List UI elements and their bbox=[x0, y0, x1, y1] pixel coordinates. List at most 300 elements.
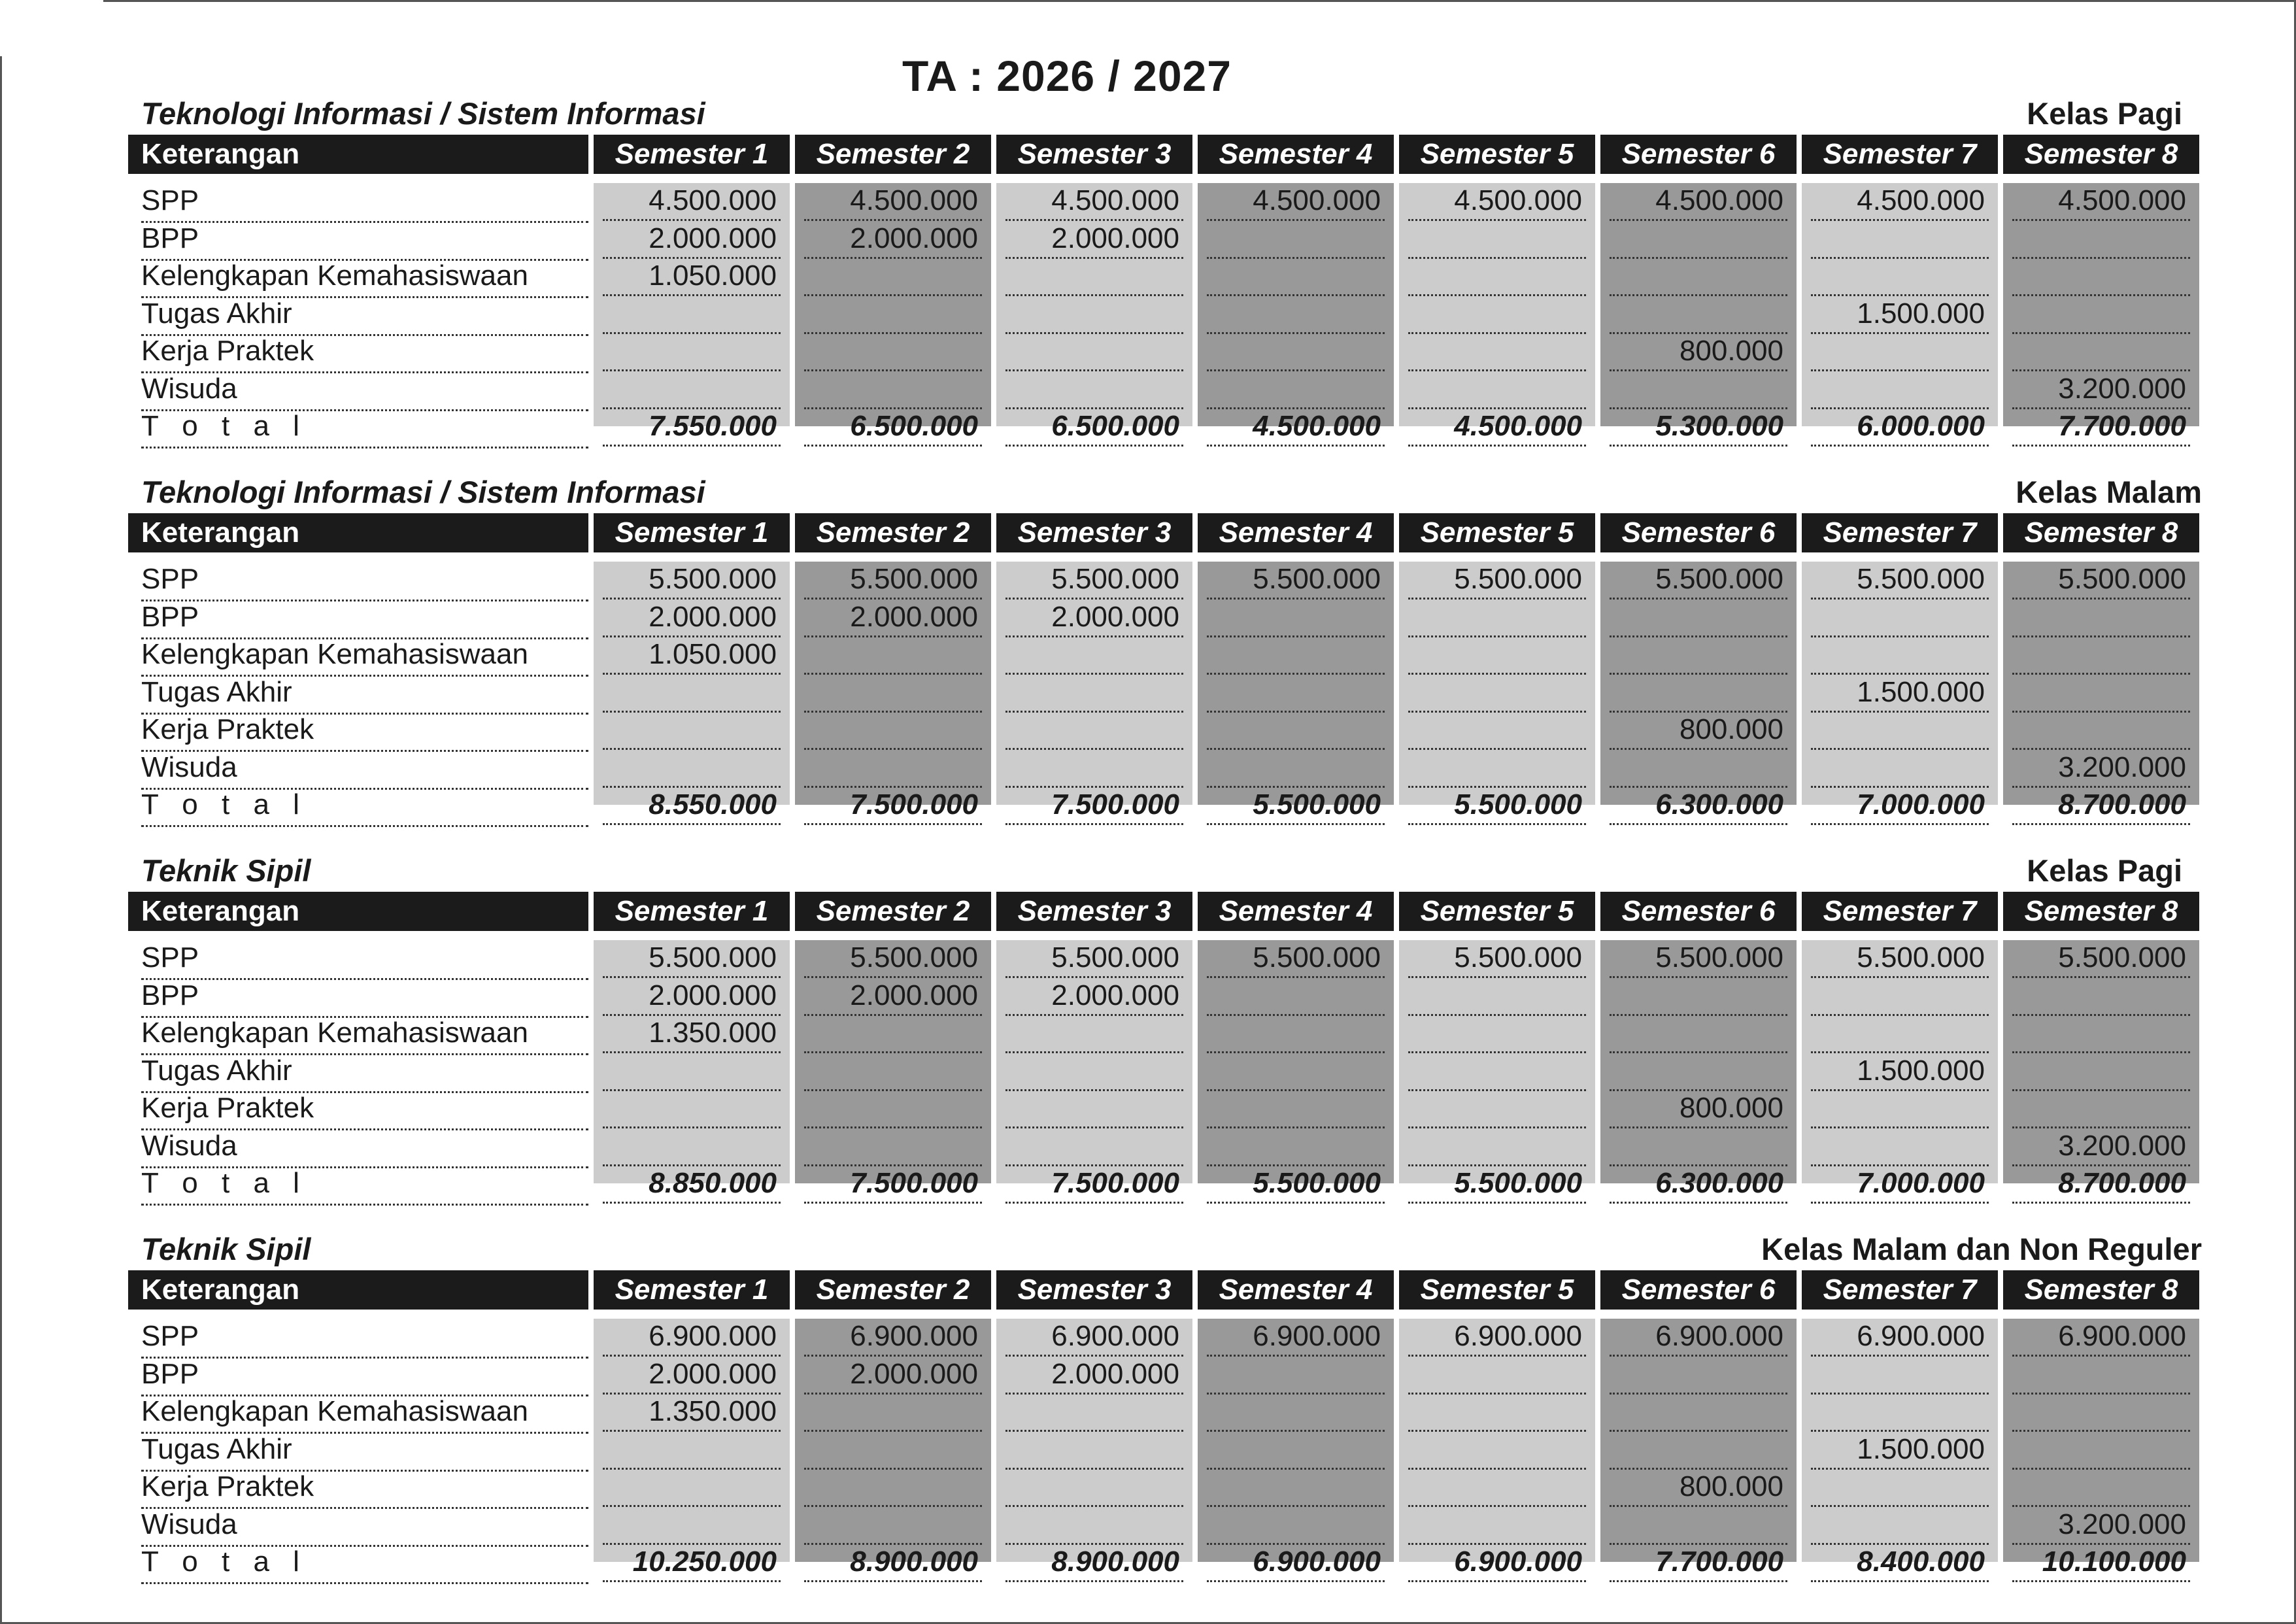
fee-cell bbox=[1408, 637, 1586, 675]
fee-cell bbox=[1408, 675, 1586, 713]
fee-cell bbox=[1811, 712, 1989, 750]
total-cell: 8.900.000 bbox=[1005, 1544, 1183, 1582]
header-semester: Semester 1 bbox=[594, 892, 790, 931]
fee-cell: 5.500.000 bbox=[1005, 940, 1183, 978]
fee-cell bbox=[1207, 675, 1385, 713]
row-label: Wisuda bbox=[141, 1128, 588, 1168]
fee-cell bbox=[1207, 1469, 1385, 1507]
row-label: Kerja Praktek bbox=[141, 1469, 588, 1509]
fee-cell: 1.500.000 bbox=[1811, 296, 1989, 334]
fee-cell: 2.000.000 bbox=[804, 600, 982, 637]
fee-cell bbox=[1811, 1469, 1989, 1507]
fee-cell bbox=[1408, 1053, 1586, 1091]
header-semester: Semester 6 bbox=[1600, 135, 1797, 174]
header-semester: Semester 1 bbox=[594, 135, 790, 174]
fee-cell bbox=[804, 258, 982, 296]
header-semester: Semester 6 bbox=[1600, 892, 1797, 931]
fee-cell bbox=[1408, 333, 1586, 371]
row-label: Kelengkapan Kemahasiswaan bbox=[141, 637, 588, 677]
fee-cell: 2.000.000 bbox=[603, 978, 781, 1016]
fee-cell: 2.000.000 bbox=[603, 600, 781, 637]
fee-cell bbox=[1207, 978, 1385, 1016]
fee-cell bbox=[1005, 1432, 1183, 1470]
fee-cell bbox=[1610, 600, 1787, 637]
total-cell: 10.250.000 bbox=[603, 1544, 781, 1582]
fee-cell: 5.500.000 bbox=[1610, 940, 1787, 978]
total-cell: 4.500.000 bbox=[1207, 409, 1385, 447]
total-cell: 7.000.000 bbox=[1811, 787, 1989, 825]
total-cell: 7.700.000 bbox=[1610, 1544, 1787, 1582]
fee-cell bbox=[2012, 1015, 2190, 1053]
header-semester: Semester 2 bbox=[795, 892, 991, 931]
fee-cell bbox=[2012, 978, 2190, 1016]
fee-cell bbox=[1207, 1091, 1385, 1128]
total-cell: 7.550.000 bbox=[603, 409, 781, 447]
page-title: TA : 2026 / 2027 bbox=[902, 52, 1232, 100]
fee-cell bbox=[1207, 333, 1385, 371]
total-cell: 8.700.000 bbox=[2012, 787, 2190, 825]
fee-cell: 6.900.000 bbox=[1207, 1319, 1385, 1357]
fee-cell bbox=[2012, 1432, 2190, 1470]
program-title: Teknologi Informasi / Sistem Informasi bbox=[141, 475, 705, 509]
fee-cell: 5.500.000 bbox=[603, 562, 781, 600]
header-keterangan: Keterangan bbox=[128, 892, 588, 931]
fee-cell bbox=[804, 333, 982, 371]
header-keterangan: Keterangan bbox=[128, 135, 588, 174]
header-semester: Semester 7 bbox=[1802, 513, 1998, 552]
fee-cell: 4.500.000 bbox=[1005, 183, 1183, 221]
total-cell: 6.900.000 bbox=[1207, 1544, 1385, 1582]
class-label: Kelas Malam dan Non Reguler bbox=[1761, 1232, 2202, 1266]
header-semester: Semester 3 bbox=[996, 513, 1192, 552]
fee-cell bbox=[1610, 221, 1787, 259]
fee-cell bbox=[1207, 1015, 1385, 1053]
row-label: Kerja Praktek bbox=[141, 1091, 588, 1130]
fee-cell bbox=[2012, 637, 2190, 675]
fee-cell bbox=[804, 1091, 982, 1128]
fee-cell bbox=[1610, 750, 1787, 788]
row-label: Tugas Akhir bbox=[141, 1053, 588, 1093]
fee-cell: 5.500.000 bbox=[2012, 562, 2190, 600]
fee-cell: 5.500.000 bbox=[1811, 940, 1989, 978]
header-semester: Semester 6 bbox=[1600, 513, 1797, 552]
fee-cell bbox=[1610, 1357, 1787, 1395]
fee-cell bbox=[2012, 258, 2190, 296]
header-semester: Semester 2 bbox=[795, 513, 991, 552]
row-label: Wisuda bbox=[141, 750, 588, 790]
fee-cell bbox=[1408, 1432, 1586, 1470]
fee-cell bbox=[1610, 296, 1787, 334]
fee-cell bbox=[1005, 1015, 1183, 1053]
row-label: BPP bbox=[141, 221, 588, 261]
fee-cell bbox=[1005, 750, 1183, 788]
fee-cell bbox=[1408, 750, 1586, 788]
fee-cell bbox=[603, 371, 781, 409]
row-label: Tugas Akhir bbox=[141, 1432, 588, 1472]
fee-cell: 3.200.000 bbox=[2012, 1128, 2190, 1166]
total-cell: 7.500.000 bbox=[804, 787, 982, 825]
fee-cell bbox=[1811, 1394, 1989, 1432]
header-semester: Semester 2 bbox=[795, 135, 991, 174]
fee-cell: 2.000.000 bbox=[1005, 600, 1183, 637]
fee-cell bbox=[1408, 1357, 1586, 1395]
fee-cell bbox=[1408, 1015, 1586, 1053]
fee-cell bbox=[1408, 221, 1586, 259]
fee-cell bbox=[603, 1469, 781, 1507]
fee-cell bbox=[1811, 1357, 1989, 1395]
fee-cell bbox=[1005, 258, 1183, 296]
total-cell: 8.700.000 bbox=[2012, 1166, 2190, 1204]
total-cell: 6.300.000 bbox=[1610, 1166, 1787, 1204]
row-label: Tugas Akhir bbox=[141, 675, 588, 715]
fee-cell bbox=[2012, 712, 2190, 750]
header-semester: Semester 8 bbox=[2003, 892, 2199, 931]
total-cell: 7.500.000 bbox=[804, 1166, 982, 1204]
fee-cell: 4.500.000 bbox=[804, 183, 982, 221]
row-label: BPP bbox=[141, 978, 588, 1018]
row-label: SPP bbox=[141, 562, 588, 601]
fee-cell bbox=[1610, 1015, 1787, 1053]
fee-cell bbox=[1811, 750, 1989, 788]
header-semester: Semester 8 bbox=[2003, 513, 2199, 552]
fee-cell bbox=[603, 1053, 781, 1091]
fee-cell bbox=[603, 750, 781, 788]
row-label: BPP bbox=[141, 1357, 588, 1396]
header-semester: Semester 8 bbox=[2003, 1270, 2199, 1310]
fee-cell: 2.000.000 bbox=[603, 1357, 781, 1395]
fee-cell bbox=[603, 1432, 781, 1470]
fee-cell: 1.500.000 bbox=[1811, 1053, 1989, 1091]
fee-cell bbox=[1207, 296, 1385, 334]
fee-cell: 1.350.000 bbox=[603, 1394, 781, 1432]
fee-cell bbox=[603, 1507, 781, 1545]
fee-cell bbox=[1207, 1394, 1385, 1432]
fee-cell: 3.200.000 bbox=[2012, 371, 2190, 409]
fee-cell: 2.000.000 bbox=[1005, 1357, 1183, 1395]
fee-cell bbox=[2012, 333, 2190, 371]
fee-cell bbox=[1811, 1128, 1989, 1166]
fee-cell bbox=[1005, 1128, 1183, 1166]
row-label: SPP bbox=[141, 1319, 588, 1359]
header-semester: Semester 5 bbox=[1399, 892, 1595, 931]
total-row-label: T o t a l bbox=[141, 787, 588, 827]
fee-cell: 2.000.000 bbox=[1005, 978, 1183, 1016]
fee-cell bbox=[2012, 1357, 2190, 1395]
fee-section bbox=[0, 851, 2296, 1199]
total-cell: 7.700.000 bbox=[2012, 409, 2190, 447]
fee-cell bbox=[1610, 1432, 1787, 1470]
fee-cell: 6.900.000 bbox=[1408, 1319, 1586, 1357]
total-cell: 8.850.000 bbox=[603, 1166, 781, 1204]
fee-cell bbox=[804, 1394, 982, 1432]
fee-cell bbox=[804, 1053, 982, 1091]
fee-cell bbox=[1408, 258, 1586, 296]
fee-cell: 5.500.000 bbox=[804, 562, 982, 600]
fee-cell bbox=[804, 1507, 982, 1545]
total-row-label: T o t a l bbox=[141, 409, 588, 448]
header-semester: Semester 7 bbox=[1802, 1270, 1998, 1310]
fee-cell: 800.000 bbox=[1610, 333, 1787, 371]
header-semester: Semester 5 bbox=[1399, 1270, 1595, 1310]
fee-cell bbox=[1610, 978, 1787, 1016]
header-semester: Semester 7 bbox=[1802, 892, 1998, 931]
fee-cell bbox=[1408, 371, 1586, 409]
fee-cell bbox=[1408, 1091, 1586, 1128]
header-semester: Semester 8 bbox=[2003, 135, 2199, 174]
fee-cell: 5.500.000 bbox=[1207, 562, 1385, 600]
row-label: Wisuda bbox=[141, 1507, 588, 1547]
fee-cell bbox=[1408, 1507, 1586, 1545]
fee-cell: 6.900.000 bbox=[603, 1319, 781, 1357]
fee-cell bbox=[804, 750, 982, 788]
header-keterangan: Keterangan bbox=[128, 1270, 588, 1310]
fee-cell bbox=[1005, 333, 1183, 371]
fee-cell bbox=[1811, 600, 1989, 637]
fee-cell bbox=[1811, 221, 1989, 259]
fee-cell bbox=[1610, 1507, 1787, 1545]
fee-cell bbox=[2012, 1469, 2190, 1507]
fee-cell bbox=[1610, 637, 1787, 675]
row-label: SPP bbox=[141, 940, 588, 980]
fee-cell bbox=[1610, 1053, 1787, 1091]
fee-cell bbox=[804, 637, 982, 675]
fee-cell: 5.500.000 bbox=[1610, 562, 1787, 600]
fee-cell: 6.900.000 bbox=[1610, 1319, 1787, 1357]
fee-cell: 800.000 bbox=[1610, 1091, 1787, 1128]
fee-cell bbox=[804, 1432, 982, 1470]
fee-cell: 6.900.000 bbox=[804, 1319, 982, 1357]
fee-cell bbox=[2012, 1091, 2190, 1128]
fee-cell: 800.000 bbox=[1610, 712, 1787, 750]
row-label: Kerja Praktek bbox=[141, 333, 588, 373]
header-semester: Semester 1 bbox=[594, 513, 790, 552]
fee-cell: 1.500.000 bbox=[1811, 675, 1989, 713]
total-cell: 7.500.000 bbox=[1005, 1166, 1183, 1204]
fee-cell: 2.000.000 bbox=[804, 978, 982, 1016]
row-label: Kerja Praktek bbox=[141, 712, 588, 752]
fee-cell bbox=[1005, 296, 1183, 334]
fee-cell: 800.000 bbox=[1610, 1469, 1787, 1507]
fee-cell bbox=[2012, 1394, 2190, 1432]
fee-cell: 5.500.000 bbox=[804, 940, 982, 978]
fee-cell bbox=[1610, 1128, 1787, 1166]
header-semester: Semester 4 bbox=[1198, 1270, 1394, 1310]
fee-cell bbox=[603, 296, 781, 334]
total-cell: 7.500.000 bbox=[1005, 787, 1183, 825]
fee-cell bbox=[1207, 1357, 1385, 1395]
fee-cell bbox=[1610, 675, 1787, 713]
fee-cell bbox=[1207, 712, 1385, 750]
fee-cell bbox=[1207, 221, 1385, 259]
total-cell: 5.500.000 bbox=[1207, 1166, 1385, 1204]
row-label: Kelengkapan Kemahasiswaan bbox=[141, 1015, 588, 1055]
fee-cell bbox=[1408, 978, 1586, 1016]
fee-cell: 5.500.000 bbox=[1408, 562, 1586, 600]
row-label: SPP bbox=[141, 183, 588, 223]
fee-section bbox=[0, 94, 2296, 442]
fee-cell: 5.500.000 bbox=[1207, 940, 1385, 978]
total-cell: 6.300.000 bbox=[1610, 787, 1787, 825]
fee-cell bbox=[1408, 1469, 1586, 1507]
fee-cell bbox=[1408, 1128, 1586, 1166]
header-semester: Semester 4 bbox=[1198, 135, 1394, 174]
fee-cell bbox=[1811, 371, 1989, 409]
fee-cell bbox=[1005, 1091, 1183, 1128]
fee-section bbox=[0, 1230, 2296, 1578]
header-semester: Semester 3 bbox=[996, 1270, 1192, 1310]
header-semester: Semester 3 bbox=[996, 892, 1192, 931]
fee-cell: 2.000.000 bbox=[1005, 221, 1183, 259]
header-semester: Semester 4 bbox=[1198, 513, 1394, 552]
fee-cell: 5.500.000 bbox=[603, 940, 781, 978]
fee-cell: 3.200.000 bbox=[2012, 750, 2190, 788]
fee-cell bbox=[603, 675, 781, 713]
header-semester: Semester 4 bbox=[1198, 892, 1394, 931]
fee-cell bbox=[1005, 1053, 1183, 1091]
total-cell: 8.900.000 bbox=[804, 1544, 982, 1582]
fee-cell bbox=[1207, 750, 1385, 788]
header-semester: Semester 5 bbox=[1399, 513, 1595, 552]
fee-cell: 5.500.000 bbox=[1005, 562, 1183, 600]
total-cell: 8.400.000 bbox=[1811, 1544, 1989, 1582]
fee-cell: 4.500.000 bbox=[603, 183, 781, 221]
fee-cell bbox=[1005, 675, 1183, 713]
header-semester: Semester 7 bbox=[1802, 135, 1998, 174]
fee-cell bbox=[603, 712, 781, 750]
fee-cell: 1.500.000 bbox=[1811, 1432, 1989, 1470]
total-cell: 5.300.000 bbox=[1610, 409, 1787, 447]
fee-cell bbox=[603, 1128, 781, 1166]
total-cell: 8.550.000 bbox=[603, 787, 781, 825]
fee-cell: 2.000.000 bbox=[603, 221, 781, 259]
fee-cell bbox=[1811, 637, 1989, 675]
fee-cell bbox=[2012, 296, 2190, 334]
fee-cell bbox=[1811, 258, 1989, 296]
fee-cell: 6.900.000 bbox=[1811, 1319, 1989, 1357]
fee-cell: 1.350.000 bbox=[603, 1015, 781, 1053]
fee-cell: 4.500.000 bbox=[1207, 183, 1385, 221]
fee-cell: 4.500.000 bbox=[1811, 183, 1989, 221]
fee-cell bbox=[1005, 637, 1183, 675]
fee-cell: 5.500.000 bbox=[1811, 562, 1989, 600]
fee-cell bbox=[2012, 221, 2190, 259]
fee-cell bbox=[1207, 1053, 1385, 1091]
total-cell: 5.500.000 bbox=[1408, 1166, 1586, 1204]
program-title: Teknologi Informasi / Sistem Informasi bbox=[141, 96, 705, 131]
fee-cell: 5.500.000 bbox=[1408, 940, 1586, 978]
total-cell: 5.500.000 bbox=[1408, 787, 1586, 825]
fee-cell bbox=[1811, 978, 1989, 1016]
total-cell: 4.500.000 bbox=[1408, 409, 1586, 447]
fee-cell: 6.900.000 bbox=[2012, 1319, 2190, 1357]
class-label: Kelas Pagi bbox=[2027, 853, 2182, 888]
fee-cell bbox=[1207, 1128, 1385, 1166]
total-row-label: T o t a l bbox=[141, 1166, 588, 1206]
fee-cell bbox=[804, 371, 982, 409]
fee-cell: 4.500.000 bbox=[2012, 183, 2190, 221]
fee-cell: 1.050.000 bbox=[603, 637, 781, 675]
total-cell: 6.900.000 bbox=[1408, 1544, 1586, 1582]
fee-cell: 3.200.000 bbox=[2012, 1507, 2190, 1545]
fee-cell bbox=[1811, 1507, 1989, 1545]
header-semester: Semester 5 bbox=[1399, 135, 1595, 174]
row-label: Wisuda bbox=[141, 371, 588, 411]
fee-cell bbox=[1207, 600, 1385, 637]
total-cell: 6.000.000 bbox=[1811, 409, 1989, 447]
header-semester: Semester 2 bbox=[795, 1270, 991, 1310]
fee-cell bbox=[804, 712, 982, 750]
fee-cell bbox=[2012, 1053, 2190, 1091]
total-cell: 6.500.000 bbox=[804, 409, 982, 447]
fee-cell bbox=[603, 333, 781, 371]
fee-cell bbox=[2012, 675, 2190, 713]
row-label: Kelengkapan Kemahasiswaan bbox=[141, 1394, 588, 1434]
fee-cell bbox=[1005, 1469, 1183, 1507]
fee-cell bbox=[804, 296, 982, 334]
fee-cell bbox=[1207, 1432, 1385, 1470]
class-label: Kelas Pagi bbox=[2027, 96, 2182, 131]
fee-cell bbox=[1408, 296, 1586, 334]
total-row-label: T o t a l bbox=[141, 1544, 588, 1584]
fee-cell bbox=[804, 1469, 982, 1507]
header-semester: Semester 6 bbox=[1600, 1270, 1797, 1310]
row-label: Kelengkapan Kemahasiswaan bbox=[141, 258, 588, 298]
fee-cell bbox=[1005, 1394, 1183, 1432]
fee-cell bbox=[1005, 1507, 1183, 1545]
fee-cell bbox=[1811, 1015, 1989, 1053]
program-title: Teknik Sipil bbox=[141, 853, 311, 888]
fee-cell bbox=[1811, 1091, 1989, 1128]
header-semester: Semester 3 bbox=[996, 135, 1192, 174]
frame-top-border bbox=[103, 0, 2296, 2]
fee-cell bbox=[1811, 333, 1989, 371]
class-label: Kelas Malam bbox=[2016, 475, 2202, 509]
fee-cell bbox=[1207, 637, 1385, 675]
row-label: Tugas Akhir bbox=[141, 296, 588, 336]
total-cell: 6.500.000 bbox=[1005, 409, 1183, 447]
header-semester: Semester 1 bbox=[594, 1270, 790, 1310]
fee-cell: 4.500.000 bbox=[1408, 183, 1586, 221]
fee-cell bbox=[1610, 1394, 1787, 1432]
fee-cell bbox=[804, 1015, 982, 1053]
fee-cell: 2.000.000 bbox=[804, 221, 982, 259]
fee-cell bbox=[1207, 258, 1385, 296]
fee-cell bbox=[804, 675, 982, 713]
fee-cell bbox=[1408, 712, 1586, 750]
fee-cell bbox=[1408, 1394, 1586, 1432]
fee-cell: 5.500.000 bbox=[2012, 940, 2190, 978]
total-cell: 10.100.000 bbox=[2012, 1544, 2190, 1582]
fee-cell bbox=[1610, 258, 1787, 296]
fee-cell bbox=[1207, 1507, 1385, 1545]
header-keterangan: Keterangan bbox=[128, 513, 588, 552]
fee-cell bbox=[603, 1091, 781, 1128]
fee-cell bbox=[804, 1128, 982, 1166]
fee-cell: 1.050.000 bbox=[603, 258, 781, 296]
fee-cell bbox=[1207, 371, 1385, 409]
fee-cell bbox=[1005, 371, 1183, 409]
total-cell: 5.500.000 bbox=[1207, 787, 1385, 825]
row-label: BPP bbox=[141, 600, 588, 639]
fee-cell: 2.000.000 bbox=[804, 1357, 982, 1395]
total-cell: 7.000.000 bbox=[1811, 1166, 1989, 1204]
fee-cell bbox=[2012, 600, 2190, 637]
fee-cell: 4.500.000 bbox=[1610, 183, 1787, 221]
fee-cell bbox=[1408, 600, 1586, 637]
fee-cell: 6.900.000 bbox=[1005, 1319, 1183, 1357]
fee-cell bbox=[1005, 712, 1183, 750]
fee-section bbox=[0, 473, 2296, 820]
